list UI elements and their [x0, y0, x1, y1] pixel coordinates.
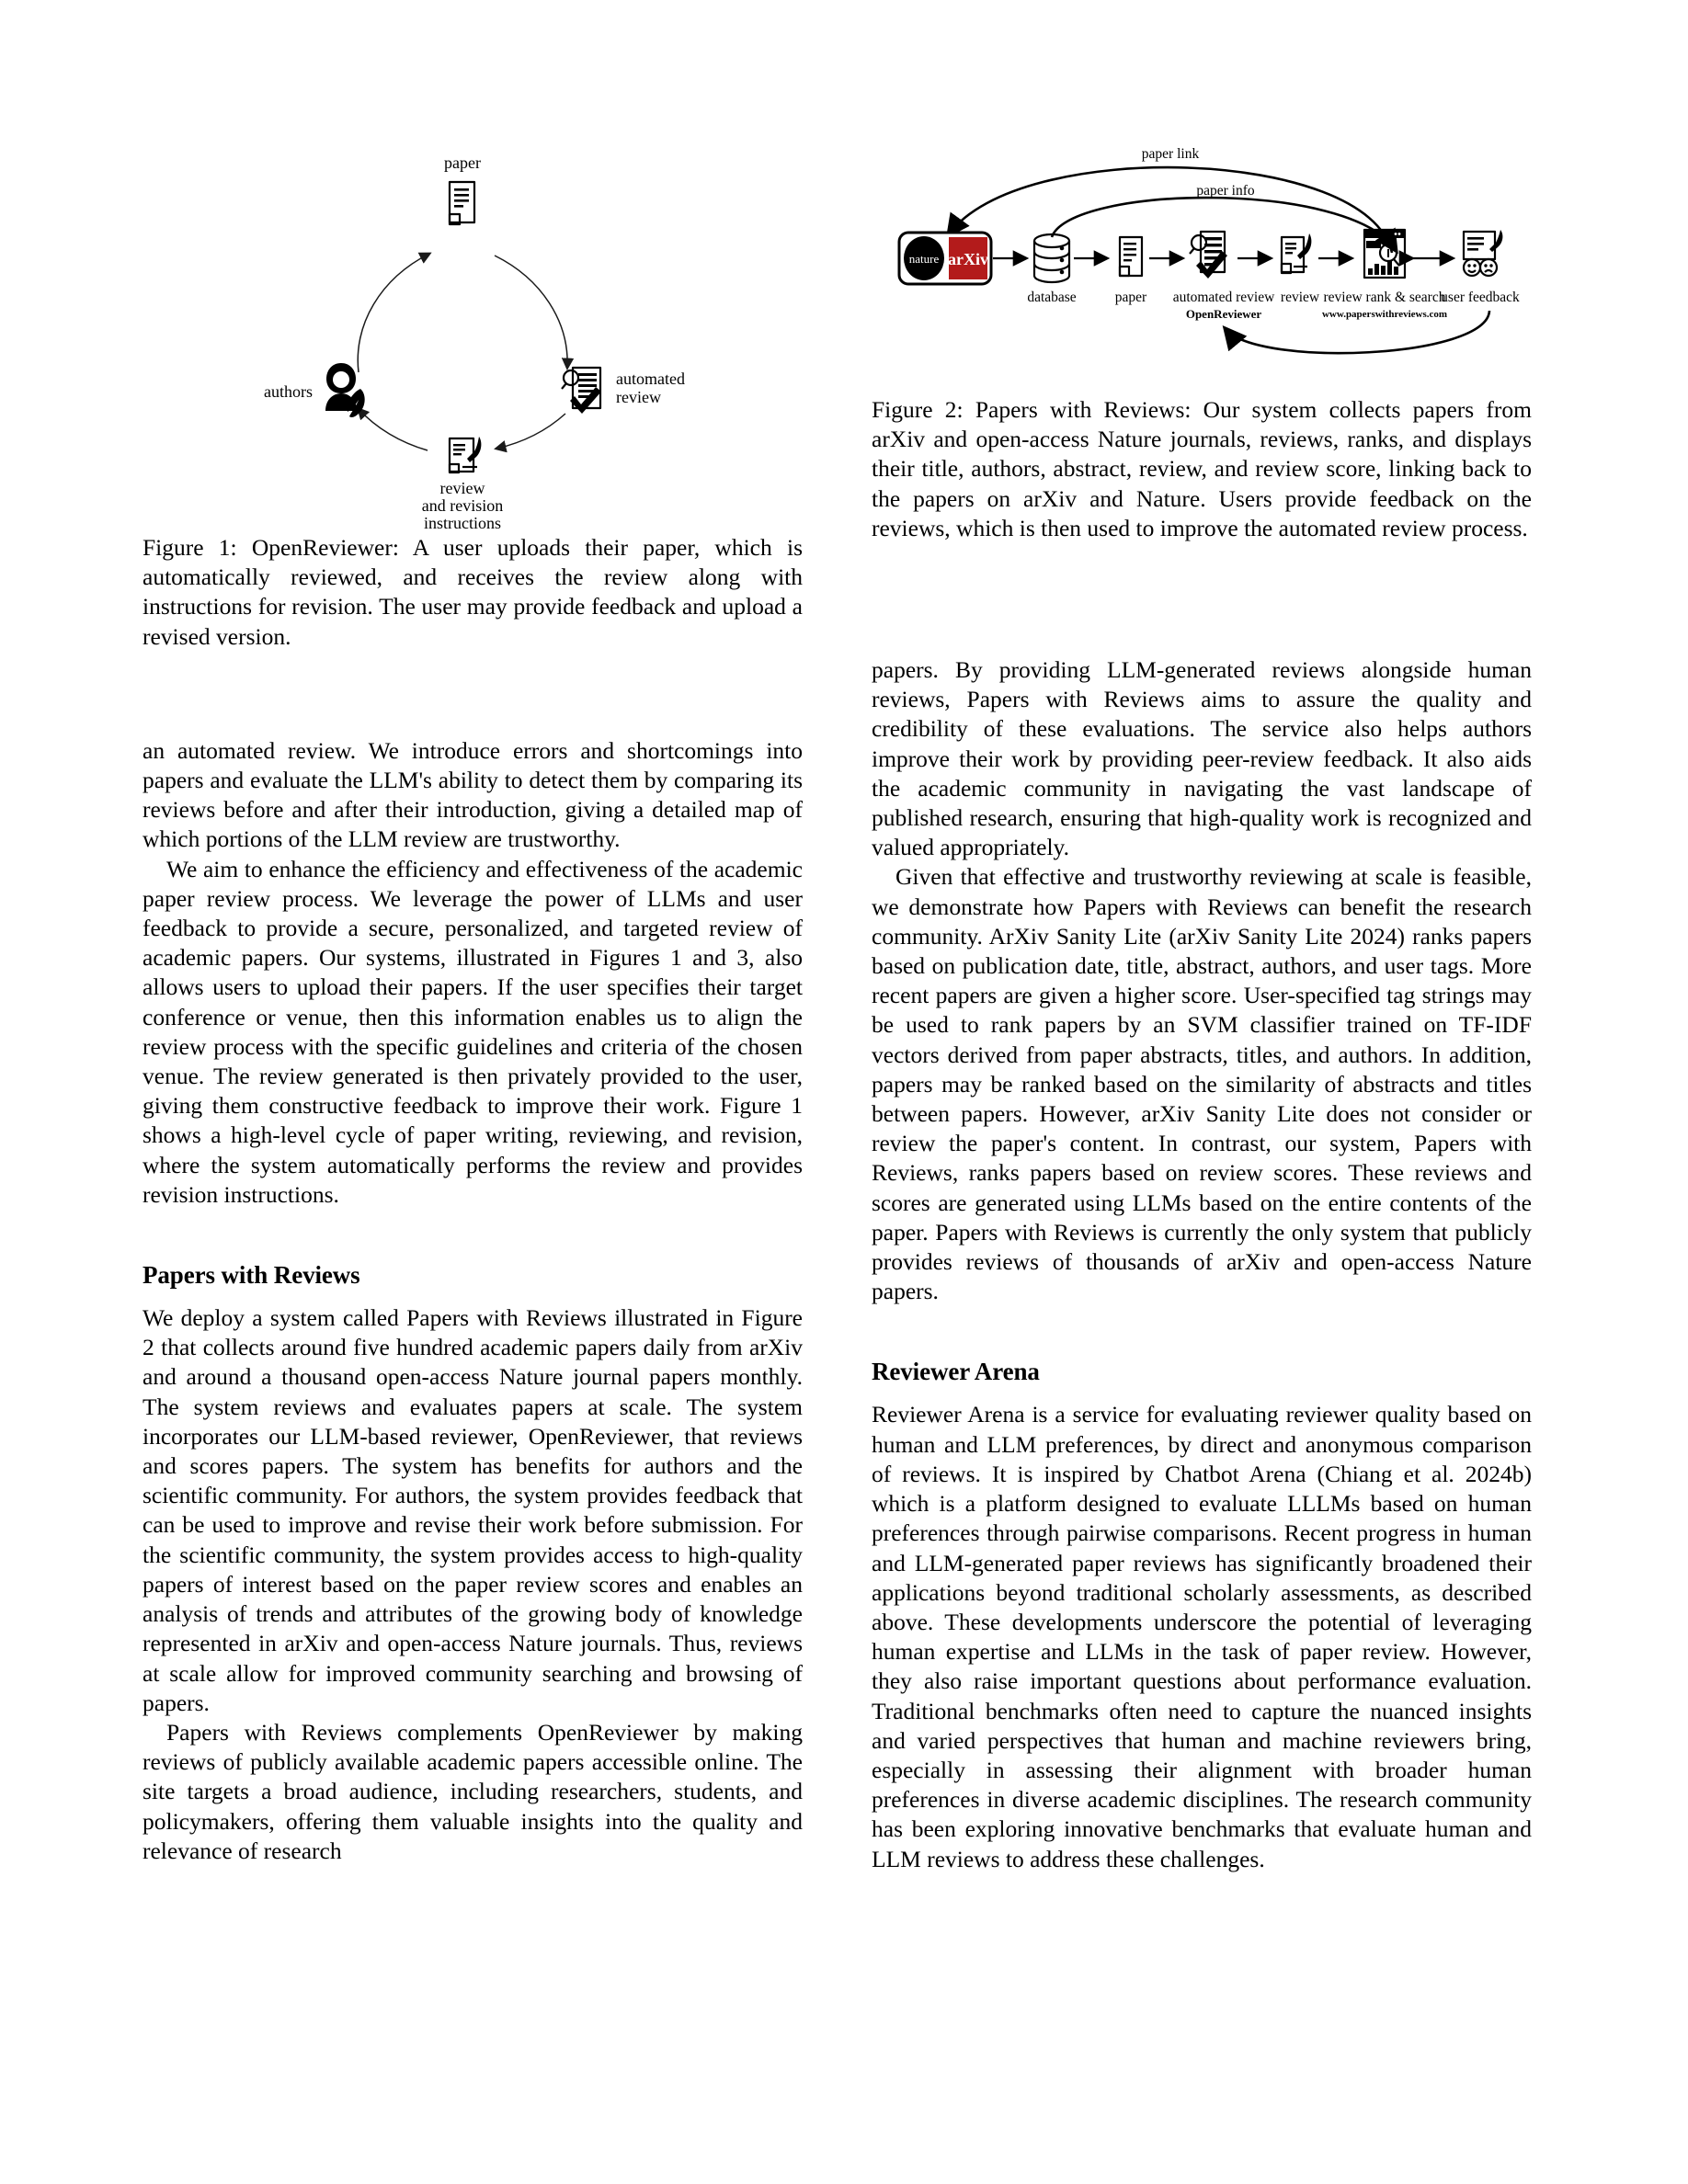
left-section-paragraph-2: Papers with Reviews complements OpenReviewer by making reviews of publicly available academic papers accessible online. The site targets a broad audience, including researchers, students, and policymakers, offering them valuable insights into the quality and relevance of research — [143, 1718, 803, 1864]
cycle-arc-instructions-to-authors — [359, 409, 428, 450]
stage-sources — [899, 233, 1026, 284]
stage-automated-review-sublabel: OpenReviewer — [1185, 307, 1262, 321]
stage-database — [1027, 234, 1107, 305]
node-review-instructions-label-line-2: and revision — [421, 496, 504, 515]
stage-database-label: database — [1027, 290, 1077, 305]
arxiv-logo-text: arXiv — [948, 250, 988, 268]
spacer — [872, 1306, 1532, 1356]
document-icon — [450, 182, 474, 224]
cycle-arc-authors-to-paper — [358, 254, 429, 372]
node-authors — [264, 363, 365, 417]
magnify-document-check-icon — [1190, 232, 1227, 279]
right-paragraph-2: Given that effective and trustworthy reviewing at scale is feasible, we demonstrate how Papers with Reviews can benefit the research community. ArXiv Sanity Lite (arXiv Sanity Lite 2024) ranks papers based on publication date, title, abstract, authors, and user tags. More recent papers are given a higher score. User-specified tag strings may be used to rank papers by an SVM classifier trained on TF-IDF vectors derived from paper abstracts, titles, and authors. In addition, papers may be ranked based on the similarity of abstracts and titles between papers. However, arXiv Sanity Lite does not consider or review the paper's content. In contrast, our system, Papers with Reviews, ranks papers based on review scores. These reviews and scores are generated using LLMs based on the entire contents of the paper. Papers with Reviews is currently the only system that publicly provides reviews of thousands of arXiv and open-access Nature papers. — [872, 863, 1532, 1305]
magnify-document-check-icon — [562, 368, 601, 414]
document-pen-icon — [450, 437, 481, 472]
figure-1 — [143, 138, 803, 532]
section-heading-reviewer-arena: Reviewer Arena — [872, 1358, 1040, 1386]
stage-automated-review — [1173, 232, 1275, 321]
right-section-paragraph-1: Reviewer Arena is a service for evaluating reviewer quality based on human and LLM preferences, by direct and anonymous comparison of reviews. It is inspired by Chatbot Arena (Chiang et al. 2024b) which is a platform designed to evaluate LLLMs based on human preferences through pairwise comparisons. Recent progress in human and LLM-generated paper reviews has significantly broadened their applications beyond traditional scholarly assessments, as described above. These developments underscore the potential of leveraging human expertise and LLMs in the task of paper review. However, they also raise important questions about performance evaluation. Traditional benchmarks often need to capture the nuanced insights and varied perspectives that human and machine reviewers bring, especially in assessing their alignment with broader human preferences in diverse academic disciplines. The research community has been exploring innovative benchmarks that evaluate human and LLM reviews to address these challenges. — [872, 1401, 1532, 1872]
document-icon — [1120, 237, 1142, 276]
stage-rank-search-sublabel: www.paperswithreviews.com — [1321, 309, 1448, 320]
stage-automated-review-label: automated review — [1172, 290, 1275, 305]
node-review-instructions-label-line-1: review — [439, 479, 485, 497]
stage-user-feedback-label: user feedback — [1441, 290, 1520, 305]
spacer — [872, 628, 1532, 655]
cycle-arc-paper-to-review — [495, 256, 567, 368]
spacer — [872, 543, 1532, 628]
document-pen-icon — [1282, 233, 1311, 273]
spacer — [872, 1387, 1532, 1400]
stage-review-label: review — [1280, 290, 1320, 305]
arc-paper-info-label: paper info — [1196, 183, 1255, 199]
browser-chart-search-icon — [1364, 230, 1405, 278]
stage-user-feedback — [1441, 230, 1520, 305]
stage-paper-label: paper — [1114, 290, 1147, 305]
node-automated-review-label-line-2: review — [616, 388, 661, 406]
node-authors-label: authors — [264, 382, 313, 401]
figure-2-svg — [872, 138, 1532, 368]
stage-rank-search — [1322, 230, 1453, 320]
nature-logo-text: nature — [908, 252, 940, 266]
spacer — [872, 368, 1532, 395]
figure-2-caption: Figure 2: Papers with Reviews: Our system collects papers from arXiv and open-access Nature journals, reviews, ranks, and displays their title, authors, abstract, review, and review score, linking back to the papers on arXiv and Nature. Users provide feedback on the reviews, which is then used to improve the automated review process. — [872, 396, 1532, 541]
node-automated-review — [562, 368, 685, 414]
spacer — [143, 652, 803, 736]
node-review-instructions-label-line-3: instructions — [424, 514, 501, 532]
left-section-paragraph-1: We deploy a system called Papers with Reviews illustrated in Figure 2 that collects around five hundred academic papers daily from arXiv and around a thousand open-access Nature journal papers monthly. The system reviews and evaluates papers at scale. The system incorporates our LLM-based reviewer, OpenReviewer, that reviews and scores papers. The system has benefits for authors and the scientific community. For authors, the system provides feedback that can be used to improve and revise their work before submission. For the scientific community, the system provides access to high-quality papers of interest based on the paper review scores and enables an analysis of trends and attributes of the growing body of knowledge represented in arXiv and open-access Nature journals. Thus, reviews at scale allow for improved community searching and browsing of papers. — [143, 1304, 803, 1716]
database-icon — [1034, 234, 1069, 282]
node-review-instructions — [422, 437, 503, 532]
left-paragraph-1: an automated review. We introduce errors and shortcomings into papers and evaluate the LLM's ability to detect them by comparing its reviews before and after their introduction, giving a detailed map of which portions of the LLM review are trustworthy. — [143, 736, 803, 853]
figure-2 — [872, 138, 1532, 368]
node-paper-label: paper — [444, 154, 481, 172]
nature-arxiv-logo-icon — [899, 233, 991, 284]
left-paragraph-2: We aim to enhance the efficiency and effectiveness of the academic paper review process. We leverage the power of LLMs and user feedback to provide a secure, personalized, and targeted review of academic papers. Our systems, illustrated in Figures 1 and 3, also allows users to upload their papers. If the user specifies their target conference or venue, then this information enables us to align the review process with the specific guidelines and criteria of the chosen venue. The review generated is then privately provided to the user, giving them constructive feedback to improve their work. Figure 1 shows a high-level cycle of paper writing, reviewing, and revision, where the system automatically performs the review and provides revision instructions. — [143, 855, 803, 1208]
stage-rank-search-label: review rank & search — [1323, 290, 1446, 305]
cycle-arc-review-to-instructions — [496, 414, 565, 449]
node-paper — [444, 154, 481, 224]
left-column — [143, 138, 803, 1866]
arc-paper-link-label: paper link — [1141, 146, 1200, 162]
feedback-faces-icon — [1464, 230, 1502, 276]
right-paragraph-1: papers. By providing LLM-generated reviews alongside human reviews, Papers with Reviews aims to assure the quality and credibility of these evaluations. The service also helps authors improve their work by providing peer-review feedback. It also aids the academic community in navigating the vast landscape of published research, ensuring that high-quality work is recognized and valued appropriately. — [872, 656, 1532, 861]
section-heading-papers-with-reviews: Papers with Reviews — [143, 1261, 360, 1290]
spacer — [143, 1291, 803, 1303]
spacer — [143, 1210, 803, 1259]
figure-1-svg — [143, 138, 803, 532]
right-column — [872, 138, 1532, 1874]
node-automated-review-label-line-1: automated — [616, 370, 685, 388]
figure-1-caption: Figure 1: OpenReviewer: A user uploads their paper, which is automatically reviewed, and receives the review along with instructions for revision. The user may provide feedback and upload a revised version. — [143, 534, 803, 650]
